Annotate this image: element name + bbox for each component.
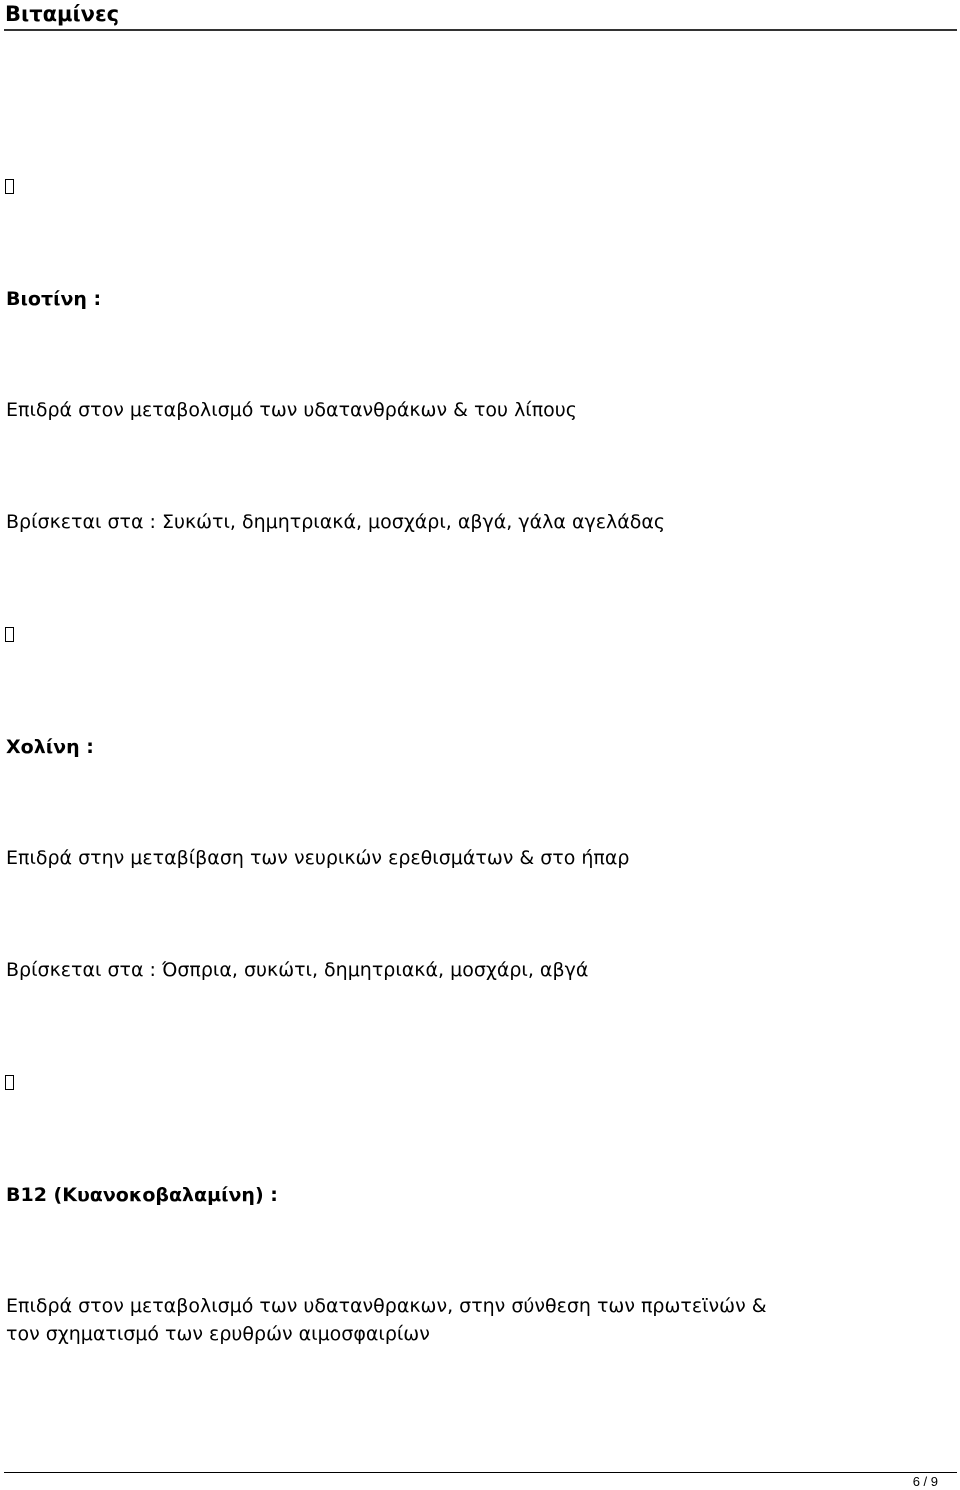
section-effect-biotin: Επιδρά στον μεταβολισμό των υδατανθράκων & του λίπους: [6, 399, 577, 421]
section-heading-b12: B12 (Κυανοκοβαλαμίνη) :: [6, 1184, 278, 1206]
missing-glyph-icon: [5, 627, 14, 642]
section-effect-choline: Επιδρά στην μεταβίβαση των νευρικών ερεθισμάτων & στο ήπαρ: [6, 847, 630, 869]
footer-divider: [4, 1472, 957, 1473]
section-sources-biotin: Βρίσκεται στα : Συκώτι, δημητριακά, μοσχάρι, αβγά, γάλα αγελάδας: [6, 511, 666, 533]
missing-glyph-icon: [5, 1075, 14, 1090]
page-title: Βιταμίνες: [5, 2, 120, 26]
page-number: 6 / 9: [912, 1474, 938, 1489]
header-divider: [4, 29, 957, 31]
section-sources-choline: Βρίσκεται στα : Όσπρια, συκώτι, δημητριακά, μοσχάρι, αβγά: [6, 959, 589, 981]
missing-glyph-icon: [5, 179, 14, 194]
section-heading-biotin: Βιοτίνη :: [6, 288, 102, 310]
section-effect-b12-line-2: τον σχηματισμό των ερυθρών αιμοσφαιρίων: [6, 1323, 430, 1345]
section-effect-b12-line-1: Επιδρά στον μεταβολισμό των υδατανθρακων, στην σύνθεση των πρωτεϊνών &: [6, 1295, 767, 1317]
section-heading-choline: Χολίνη :: [6, 736, 94, 758]
